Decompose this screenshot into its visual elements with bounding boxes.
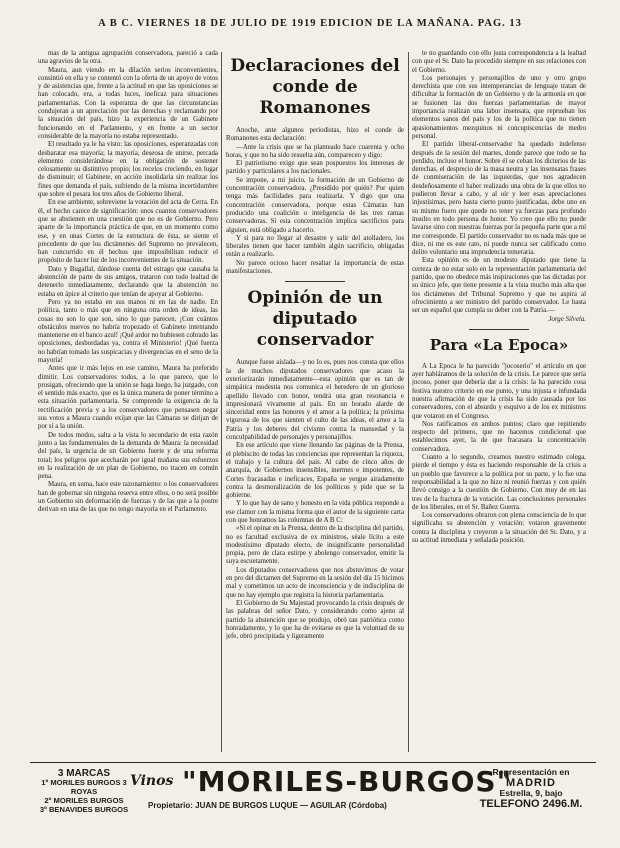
paragraph: No parece ocioso hacer resaltar la importancia de estas manifestaciones. bbox=[226, 259, 404, 276]
column-3 bbox=[412, 50, 586, 755]
paragraph: Pero ya no estaba en sus manos ni en las de nadie. En política, tanto o más que en ninguna otra orden de ideas, las cosas no son lo que son, sino lo que parecen. ¡Con cuántos obstáculos nuevos no habría tropezado el Gabinete intentando mantenerse en el banco azul! ¡Qué ardor no hubiesen cobrado las oposiciones, desbordadas ya, contra el Ministerio! ¡Qué fuerza no habrían tomado las suspicacias y divergencias en el seno de la mayoría! bbox=[38, 298, 218, 364]
ad-vinos-label: Vinos bbox=[130, 773, 174, 789]
ad-rep-phone: TELEFONO 2496.M. bbox=[479, 797, 583, 810]
page-header bbox=[0, 0, 620, 48]
paragraph: De todos modos, salta a la vista lo secundario de esta razón junto a las fundamentales de la demanda de Maura: la necesidad del país, la urgencia de un Gobierno fuerte y de una reforma total; los peligros que acecharán por igual mañana sus esfuerzos en la realización de un plan de Gobierno, no tracen en común pena. bbox=[38, 431, 218, 481]
header-line: A B C. VIERNES 18 DE JULIO DE 1919 EDICION DE LA MAÑANA. PAG. 13 bbox=[98, 18, 522, 29]
paragraph: El resultado ya le ha visto: las oposiciones, esperanzadas con desbaratar esa mayoría; la mayoría, deseosa de unirse, percada elemento considerándose en la obligación de sostener celosamente su distintivo propio; los recelos creciendo, en lugar de disminuir; el Gabinete, en acción insolidaria sin realizar los fines que demanda el país, sufriendo de la misma incertidumbre que sobre el pesara los tres años de Gobierno liberal. bbox=[38, 141, 218, 199]
headline-diputado: Opinión de un diputado conservador bbox=[247, 288, 383, 351]
paragraph: Anoche, ante algunos periodistas, hizo el conde de Romanones esta declaración: bbox=[226, 127, 404, 143]
ad-rep-title: Representación en bbox=[492, 767, 570, 777]
ad-brand-item: 2º MORILES BURGOS bbox=[44, 796, 124, 805]
ad-brand-item: 1º MORILES BURGOS 3 ROYAS bbox=[41, 778, 127, 796]
paragraph: mas de la antigua agrupación conservadora, pareció a cada una agravios de la otra. bbox=[38, 50, 218, 66]
paragraph: te no guardando con ello justa correspondencia a la lealtad con que el Sr. Dato ha procedido siempre en sus relaciones con el Gobierno. bbox=[412, 50, 586, 74]
paragraph: Maura, aun viendo en la dilación serios inconvenientes, consintió en ella y se contentó con la oferta de un apoyo de votos y de asistencias que, frente a la actitud en que las oposiciones se han colocado, era, a todas luces, ineficaz para situaciones parlamentarias. Con la esperanza de que las circunstancias condujeran a un apreciación por las derechas y reclamando por la situación del país, hizo la experiencia de un Gabinete funcionando en el Parlamento, y en frente a un sector considerable de la mayoría no estaba representado. bbox=[38, 66, 218, 140]
signature: Jorge Silvela. bbox=[548, 315, 586, 323]
divider bbox=[285, 281, 345, 282]
headline-romanones: Declaraciones del conde de Romanones bbox=[230, 56, 400, 118]
paragraph: —Ante la crisis que se ha planteado hace cuarenta y ocho horas, y que no ha sido resuelta aún, compareceo y digo: bbox=[226, 143, 404, 159]
paragraph: Los personajes y personajillos de uno y otro grupo derechista que con sus intemperancias de lenguaje tratan de dificultar la formación de un Gobierno y de la armonía en que se fusionen las dos fuerzas parlamentarias de mayor importancia realizan una labor insensata, que reprueban los elementos sanos del país y los de la política que no tienen apasionamientos mezquinos ni concupiscencias de medro personal. bbox=[412, 74, 586, 140]
ad-rep-city: MADRID bbox=[506, 776, 556, 789]
paragraph: Antes que ir más lejos en ese camino, Maura ha preferido dimitir. Los conservadores todos, a lo que parece, que lo prosigan, ofreciendo que la unión se haga luego, ha juzgado, con el sentido más exacto, que es la única manera de poner término a esta situación parlamentaria. Se comprende la exigencia de la rectificación previa y a los conservadores que pensasen negar sus votos a Maura cuando exijan que las Cámaras se dirijan de por sí a la unión. bbox=[38, 365, 218, 431]
paragraph: Aunque fuese aislada—y no lo es, pues nos consta que ellos la de muchos diputados conservadores que acaso la exteriorizarán inmediatamente—esta opinión que es tan de simpática modestia nos comunica el heredero de un glorioso apellido llevado con honor, tendrá una gran resonancia e impresionará vivamente al país. En un horado alarde de sinceridad entre las honores y el amor a la política; la próxima vigorosa de los que sienten el culto de las ideas, el amor a la Patria y los deberes del civismo contra la mansedad y la conculpabilidad de personajes y personajillos. bbox=[226, 359, 404, 442]
paragraph: El partido liberal-conservador ha quedado indefenso después de la sesión del martes, donde parece que todo se ha perdido, incluso el honor. Sobre él se ceban los dicterios de las derechas, el desprecio de la masa neutra y las insensatas frases de conmiseración de las izquierdas, que nos agradecen desdeñosamente el haber realizado una obra de la que ellos no pudieron llevar a cabo, y al oír y leer esas apreciaciones injustísimas, pero hasta cierto punto justificadas, debe uno en su mismo fuero que quede no tener ya fuerzas para profundo insulto en todo persona de honor. Yo creo que ello no puede lavarse sino con nuestras fuerzas por la pequeña parte que a mí me corresponde. El partido conservador no es nada más que se dice, ni me es este rato, ni puede nunca ser calificado como delito voluntario una imprudencia temeraria. bbox=[412, 141, 586, 257]
ad-brand-name: "MORILES-BURGOS" bbox=[182, 765, 513, 798]
paragraph: Maura, en suma, hace este razonamiento: o los conservadores han de gobernar sin ninguna reserva entre ellos, o no será posible un Gobierno sin deformación de fuerzas y de las que a la postre derivan en una de las que no tengo mayoría en el Parlamento. bbox=[38, 481, 218, 514]
column-rule bbox=[408, 52, 409, 752]
divider bbox=[469, 329, 529, 330]
ad-representation bbox=[472, 767, 590, 809]
paragraph: En ese ambiente, sobreviene la votación del acta de Cerra. En él, el hecho carece de significación: unos cuantos conservadores que se abstienen en una cuestión que no es de Gobierno. Pero aparte de la importancia práctica de que, en un momento como ese, y en unas Cortes de la estructura de ésta, se siente el precedente de que los dictámenes del Supremo no prevalecen, han concurrido en él hechos que imposibilitan reducir el propósito de hacer luz de los inconvenientes de la situación. bbox=[38, 199, 218, 265]
paragraph: Y si para no llegar al desastre y salir del atolladero, los liberales tienen que hacer también algún sacrificio, obligadas están a realizarlo. bbox=[226, 234, 404, 259]
paragraph: Nos ratificamos en ambos puntos; claro que repitiendo respecto del primero, que no hacemos condicional que establecimos ayer, la de que fracasara la concentración conservadora. bbox=[412, 420, 586, 453]
paragraph: A La Epoca le ha parecido "jocoserio" el artículo en que ayer habláramos de la solución de la crisis. Le parece que sería jocoso, poner que debería dar a la crisis: la ha parecido cosa festiva nuestro criterio en ese punto, y una injusta e infundada nuestra afirmación de que la crisis ha sido causada por los conservadores, con el absurdo y esquivo a de los ex ministros que votaron en el Congreso. bbox=[412, 362, 586, 420]
paragraph: Los conservadores obraron con plena consciencia de lo que significaba su abstención y votación; votaron gravemente contra la disciplina y creyeron a la situación del Sr. Dato, y a su actitud inmediata y señalada posición. bbox=[412, 512, 586, 545]
paragraph: Cuanto a lo segundo, creamos nuestro estimado colega, pierde el tiempo y ésta es haciendo responsable de la crisis a un pueblo que favorece a la política por su parte, y lo fue una responsabilidad a la que no hizo ni reunió fuerzas y con quién llevó consigo a la cuestión de Gobierno. Con muy de en las tres de la fractura de la votación. Las conclusiones personales de los liberales, en el Sr. Bañez Guerra. bbox=[412, 454, 586, 511]
paragraph: El patriotismo exige que sean pospuestos los intereses de partido y particulares a los nacionales. bbox=[226, 160, 404, 176]
headline-la-epoca: Para «La Epoca» bbox=[429, 335, 569, 354]
advertisement-banner bbox=[30, 762, 596, 813]
paragraph: En ese artículo que viene llenando las páginas de la Prensa, el plebiscito de todas las conciencias que representan la riqueza, el trabajo y la cultura del país. Al cabo de cinco años de anarquía, de Gobiernos insensibles, inermes e impotentes, de Cortes fracasadas e ineficaces, España se yergue airadamente contra la desmoralización de los políticos y pide que se la gobierne. bbox=[226, 442, 404, 500]
paragraph: «Si el opinar en la Prensa, dentro de la disciplina del partido, no es facultad exclusiva de ex ministros, séale lícito a este modestísimo diputado electo, de insignificante personalidad propia, pero de clara estirpe y abolengo conservador, emitir la suya escuetamente. bbox=[226, 525, 404, 566]
paragraph: El Gobierno de Su Majestad provocando la crisis después de las palabras del señor Dato, y considerando como ajeno al partido la abstención que se produjo, obró tan patriótica como honradamente, y lo que ha de evitarse es que la voluntad de su jefe, obró precipitada y ligeramente bbox=[226, 599, 404, 641]
ad-rep-address: Estrella, 9, bajo bbox=[499, 788, 563, 798]
paragraph: Los diputados conservadores que nos abstuvimos de votar en pro del dictamen del Supremo en la sesión del día 15 hicimos mal y cometimos un acto de inconsciencia y de indisciplina de que no hay ejemplo que registra la historia parlamentaria. bbox=[226, 566, 404, 599]
paragraph: Y lo que hay de sano y honesto en la vida pública responde a ese clamor con la misma forma que el autor de la siguiente carta con que honramos las columnas de A B C: bbox=[226, 500, 404, 524]
ad-brands-list bbox=[38, 769, 130, 814]
ad-brands-title: 3 MARCAS bbox=[57, 768, 111, 779]
paragraph: Se impone, a mi juicio, la formación de un Gobierno de concentración conservadora. ¿Presidido por quién? Por quien tenga más facilidades para realizarla. Y digo que una concentración conservadora, porque estas Cámaras han producido una coalición o inteligencia de las tres ramas conservadoras. Si esta concentración implica sacrificios para alguien, está obligado a hacerlo. bbox=[226, 176, 404, 234]
paragraph: Esta opinión es de un modesto diputado que tiene la certeza de no estar solo en la representación parlamentaria del partido, que no obedece más inspiraciones que las dictadas por su único jefe, que tiene presente a la vista mucho más alta que los dictámenes del Tribunal Supremo y que no aspira al ofrecimiento a ser ministro del partido conservador. Le basta ser un español que cumpla su deber con la Patria.— bbox=[412, 257, 586, 315]
column-rule bbox=[221, 52, 222, 752]
column-2 bbox=[226, 50, 404, 755]
column-1 bbox=[38, 50, 218, 755]
ad-proprietor: Propietario: JUAN DE BURGOS LUQUE — AGUILAR (Córdoba) bbox=[148, 801, 387, 810]
paragraph: Dato y Bugallal, dándose cuenta del estrago que causaba la abstención de parte de sus amigos, trataron con todo lealtad de detenerlo inmediatamente, declarando que la abstención no estaba en ápice al criterio que tenían de apoyar al Gobierno. bbox=[38, 265, 218, 298]
ad-brand-item: 3º BENAVIDES BURGOS bbox=[39, 805, 129, 814]
